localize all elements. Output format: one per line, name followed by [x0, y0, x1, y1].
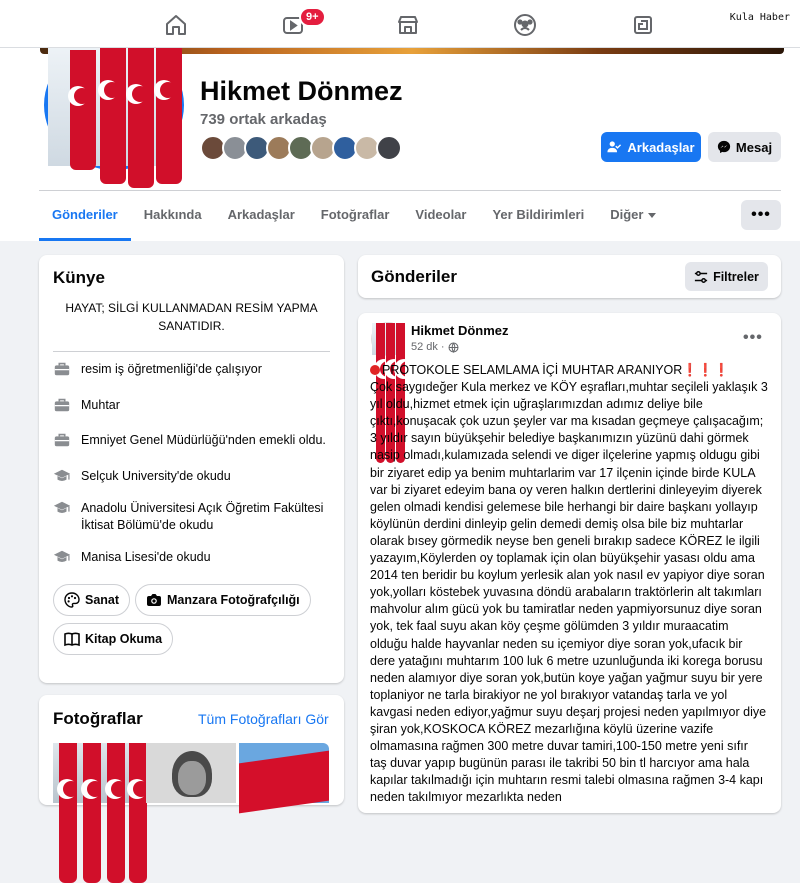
post-content — [370, 362, 768, 806]
intro-item-work — [53, 361, 338, 378]
message-button-label: Mesaj — [735, 139, 773, 155]
tab-videos[interactable]: Videolar — [415, 207, 467, 222]
mutual-friends-avatars[interactable] — [200, 135, 398, 161]
book-icon — [64, 631, 80, 647]
friend-check-icon — [607, 140, 621, 154]
posts-header-card — [358, 255, 781, 298]
tab-about[interactable]: Hakkında — [143, 207, 202, 222]
hobby-chip-label: Kitap Okuma — [85, 632, 163, 646]
message-button[interactable] — [708, 132, 781, 162]
intro-item-text: Anadolu Üniversitesi Açık Öğretim Fakültesi İktisat Bölümü'de okudu — [81, 501, 324, 532]
friend-avatar[interactable] — [376, 135, 402, 161]
red-circle-icon — [370, 365, 380, 375]
profile-avatar[interactable] — [44, 40, 184, 170]
filters-button[interactable] — [685, 262, 768, 291]
intro-divider — [53, 351, 330, 352]
hobby-chip-label: Sanat — [85, 593, 120, 607]
intro-item-text: Manisa Lisesi'de okudu — [81, 550, 211, 564]
tab-more[interactable] — [597, 191, 669, 241]
filters-button-label: Filtreler — [713, 269, 759, 284]
photos-card — [39, 695, 344, 805]
photos-title: Fotoğraflar — [53, 709, 143, 728]
intro-item-text: Emniyet Genel Müdürlüğü'nden emekli oldu. — [81, 433, 326, 447]
work-icon — [53, 360, 71, 378]
groups-nav-button[interactable] — [491, 6, 559, 44]
marketplace-nav-button[interactable] — [374, 6, 442, 44]
photo-thumbnail[interactable] — [53, 743, 143, 803]
marketplace-icon — [396, 13, 420, 37]
globe-icon — [448, 342, 459, 353]
friends-button[interactable] — [601, 132, 701, 162]
more-options-button[interactable] — [741, 200, 781, 230]
post-time-text: 52 dk — [411, 341, 438, 353]
friends-button-label: Arkadaşlar — [627, 139, 695, 155]
exclamation-icons: ❗❗❗ — [682, 363, 730, 377]
watermark-text: Kula Haber — [729, 12, 790, 23]
post-card — [358, 313, 781, 813]
home-nav-button[interactable] — [142, 6, 210, 44]
mutual-friends-count[interactable]: 739 ortak arkadaş — [200, 111, 327, 128]
sliders-icon — [694, 270, 708, 284]
intro-item-education — [53, 549, 338, 566]
camera-icon — [146, 592, 162, 608]
intro-title: Künye — [53, 268, 105, 287]
tab-more-label: Diğer — [610, 207, 644, 222]
ellipsis-icon: ••• — [751, 206, 771, 223]
intro-item-education — [53, 468, 338, 485]
tab-photos[interactable]: Fotoğraflar — [320, 207, 390, 222]
messenger-icon — [717, 140, 731, 154]
profile-tabs — [39, 191, 669, 241]
groups-icon — [513, 13, 537, 37]
posts-title: Gönderiler — [371, 267, 457, 286]
post-options-button[interactable] — [743, 329, 763, 347]
post-headline — [370, 362, 768, 379]
gaming-nav-button[interactable] — [609, 6, 677, 44]
palette-icon — [64, 592, 80, 608]
education-icon — [53, 467, 71, 485]
post-timestamp[interactable]: 52 dk · — [411, 341, 459, 353]
education-icon — [53, 499, 71, 517]
ellipsis-icon: ••• — [743, 329, 763, 346]
intro-bio: HAYAT; SİLGİ KULLANMADAN RESİM YAPMA SANATIDIR. — [65, 301, 318, 333]
work-icon — [53, 396, 71, 414]
hobby-chip-landscape-photography[interactable] — [135, 584, 311, 616]
intro-item-work — [53, 397, 338, 414]
intro-card — [39, 255, 344, 683]
hobby-chip-book-reading[interactable] — [53, 623, 173, 655]
intro-item-text: Muhtar — [81, 398, 120, 412]
home-icon — [164, 13, 188, 37]
top-navigation — [0, 0, 800, 48]
post-body-text: Çok saygıdeğer Kula merkez ve KÖY eşrafları,muhtar seçileli yaklaşık 3 yıl oldu,hizmet etmek için uğraşlarımızdan adımız deliye bile çıktı,konuşacak çok uzun şeyler var ma kısadan geçmeye çalışacağım; 3 yıldır sayın büyükşehir belediye başkanımızın yüzünü dahi görmek nasip olmadı,kulamızada selendi ve diger ilçelerine yapmış oldugu gibi bir ziyaret edip ya benim muhtarlarim var 17 ilçenin içinde birde KULA var bi ziyaret edeyim bana oy veren halkın dertlerini dinleyeyim diyerek gelen olmadi kendisi gelemese bile herhangi bir daire başkanı yollayıp köylünün derdini dinleyip gelin demedi demiş olsa bile biz muhtarlar olarak bısey görmedik neyse ben geneli bırakıp sadece KÖREZ le ilgili yazayım,Köylerden oy toplamak için olan büyükşehir yasası oldu ama 2014 ten beridir bu koylum yerlesik alan yok nasıl ev yapiyor diye soran yok,yolları köstebek yuvasına döndü arabaların traktörlerin alt takımları mahvolur alım gücü yok bu tamiratlar neden yapmiyorsunuz diye soran yok, tek faal suyu akan köy çeşme gölümden 3 yıldır muraacatim olduğu halde hayvanlar neden su içemiyor diye soran yok,ufacık bir dere yatağını muhtarım 100 luk 6 metre uzunluğunda iki korega borusu neden alamıyor diye soran yok,butün koye yağan yağmur suyu bir yere toplaniyor ne tarla birakiyor ne yol bırakıyor vatandaş tarla ve yol kavgasi neden ediyor,yağmur suyu deşarj projesi neden yapılmıyor diye şiran yok,KOSKOCA KÖREZ mezarlığına köylü üzerine vazife olmamasına rağmen 300 metre duvar tamiri,100-150 metre yeni sıfır taş duvar yapıp bugünün parası ile takribi 50 bin tl harcıyor ama hala kapılar takılmadığı için muhtarın resmi talebi olmasına rağmen 3-4 kapı neden takılmıyor mezarlıkta neden — [370, 380, 768, 805]
intro-item-text: Selçuk University'de okudu — [81, 469, 231, 483]
tab-friends[interactable]: Arkadaşlar — [227, 207, 295, 222]
notification-badge: 9+ — [299, 7, 326, 27]
education-icon — [53, 548, 71, 566]
work-icon — [53, 431, 71, 449]
tab-check-ins[interactable]: Yer Bildirimleri — [492, 207, 585, 222]
see-all-photos-link[interactable]: Tüm Fotoğrafları Gör — [198, 711, 329, 727]
post-author-name[interactable]: Hikmet Dönmez — [411, 323, 509, 338]
intro-item-education — [53, 500, 338, 534]
post-headline-text: PROTOKOLE SELAMLAMA İÇİ MUHTAR ARANIYOR — [382, 363, 683, 377]
chevron-down-icon — [648, 213, 656, 218]
tab-posts[interactable]: Gönderiler — [39, 191, 131, 241]
hobby-chip-label: Manzara Fotoğrafçılığı — [167, 593, 300, 607]
intro-item-text: resim iş öğretmenliği'de çalışıyor — [81, 362, 262, 376]
gaming-icon — [631, 13, 655, 37]
intro-item-work — [53, 432, 338, 449]
hobby-chip-art[interactable] — [53, 584, 130, 616]
post-author-avatar[interactable] — [371, 322, 405, 356]
profile-name: Hikmet Dönmez — [200, 76, 403, 106]
photo-thumbnail[interactable] — [146, 743, 236, 803]
photo-thumbnail[interactable] — [239, 743, 329, 803]
video-nav-button[interactable] — [259, 6, 327, 44]
